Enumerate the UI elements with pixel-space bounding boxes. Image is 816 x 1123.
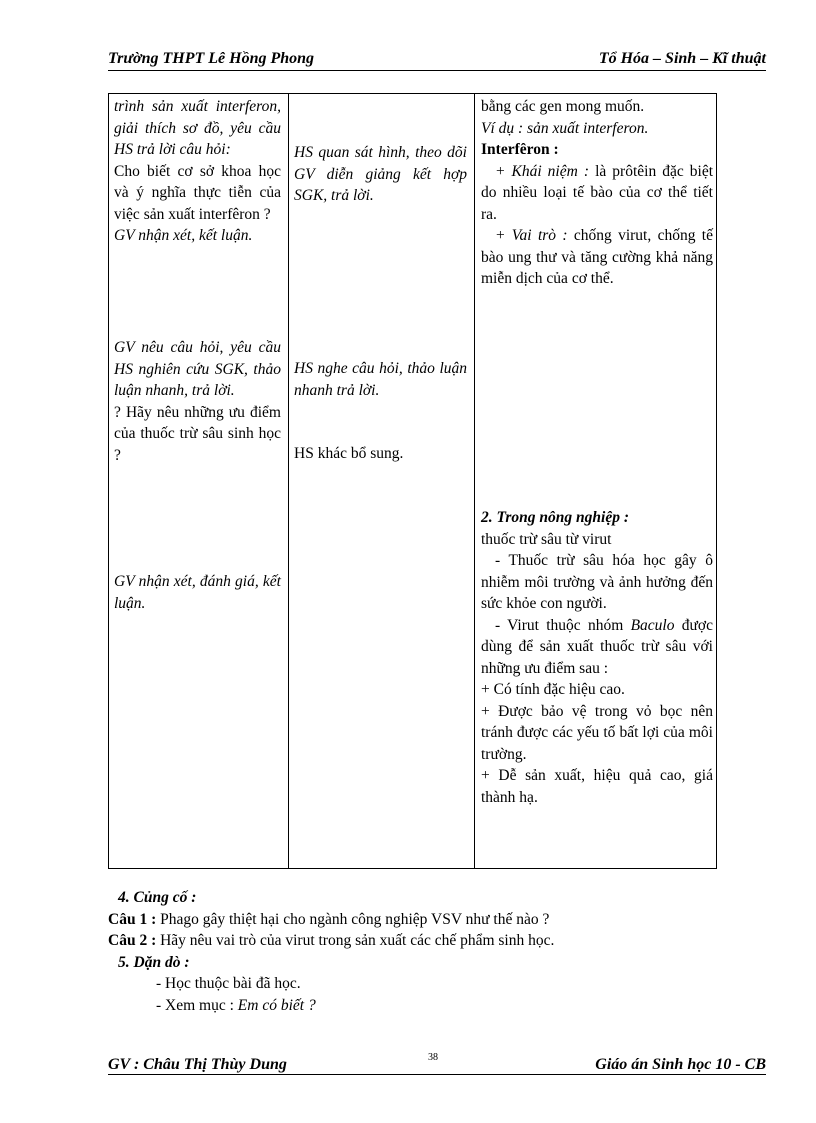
student-block-2: HS nghe câu hỏi, thảo luận nhanh trả lời. — [294, 360, 467, 399]
page-header — [108, 50, 766, 71]
teacher-activity-column — [109, 94, 289, 868]
interferon-title: Interfêron : — [481, 141, 559, 158]
page-number: 38 — [428, 1052, 438, 1063]
student-activity-column — [289, 94, 475, 868]
teacher-block-2: GV nêu câu hỏi, yêu cầu HS nghiên cứu SGK, thảo luận nhanh, trả lời. ? Hãy nêu những ưu điểm của thuốc trừ sâu sinh học ? — [114, 339, 281, 464]
department-name: Tổ Hóa – Sinh – Kĩ thuật — [598, 50, 766, 67]
content-column — [475, 94, 716, 868]
student-block-3: HS khác bổ sung. — [294, 445, 404, 462]
teacher-block-1: trình sản xuất interferon, giải thích sơ đồ, yêu cầu HS trả lời câu hỏi: Cho biết cơ sở khoa học và ý nghĩa thực tiễn của việc sản xuất interfêron ? GV nhận xét, kết luận. — [114, 98, 281, 244]
agriculture-title: 2. Trong nông nghiệp : — [481, 509, 629, 526]
consolidation-title: 4. Củng cố : — [118, 889, 197, 906]
student-block-1: HS quan sát hình, theo dõi GV diễn giảng kết hợp SGK, trả lời. — [294, 144, 467, 204]
teacher-block-3: GV nhận xét, đánh giá, kết luận. — [114, 573, 281, 612]
consolidation-section: 4. Củng cố : Câu 1 : Phago gây thiệt hại cho ngành công nghiệp VSV như thế nào ? Câu 2 : Hãy nêu vai trò của virut trong sản xuất các chế phẩm sinh học. 5. Dặn dò : - Học thuộc bài đã học. - Xem mục : Em có biết ? — [108, 887, 768, 1016]
content-block-2: 2. Trong nông nghiệp : thuốc trừ sâu từ virut - Thuốc trừ sâu hóa học gây ô nhiễm môi trường và ảnh hưởng đến sức khỏe con người. - Virut thuộc nhóm Baculo được dùng để sản xuất thuốc trừ sâu với những ưu điểm sau : + Có tính đặc hiệu cao. + Được bảo vệ trong vỏ bọc nên tránh được các yếu tố bất lợi của môi trường. + Dễ sản xuất, hiệu quả cao, giá thành hạ. — [481, 509, 714, 806]
page-footer — [108, 1052, 766, 1075]
teacher-name: GV : Châu Thị Thùy Dung — [108, 1056, 287, 1073]
lesson-table — [108, 93, 717, 869]
content-block-1: bằng các gen mong muốn. Ví dụ : sản xuất interferon. Interfêron : + Khái niệm : là prôtêin đặc biệt do nhiều loại tế bào của cơ thể tiết ra. + Vai trò : chống virut, chống tế bào ung thư và tăng cường khả năng miễn dịch của cơ thể. — [481, 98, 714, 287]
homework-title: 5. Dặn dò : — [118, 953, 190, 971]
document-title: Giáo án Sinh học 10 - CB — [595, 1056, 766, 1073]
school-name: Trường THPT Lê Hồng Phong — [108, 50, 315, 67]
